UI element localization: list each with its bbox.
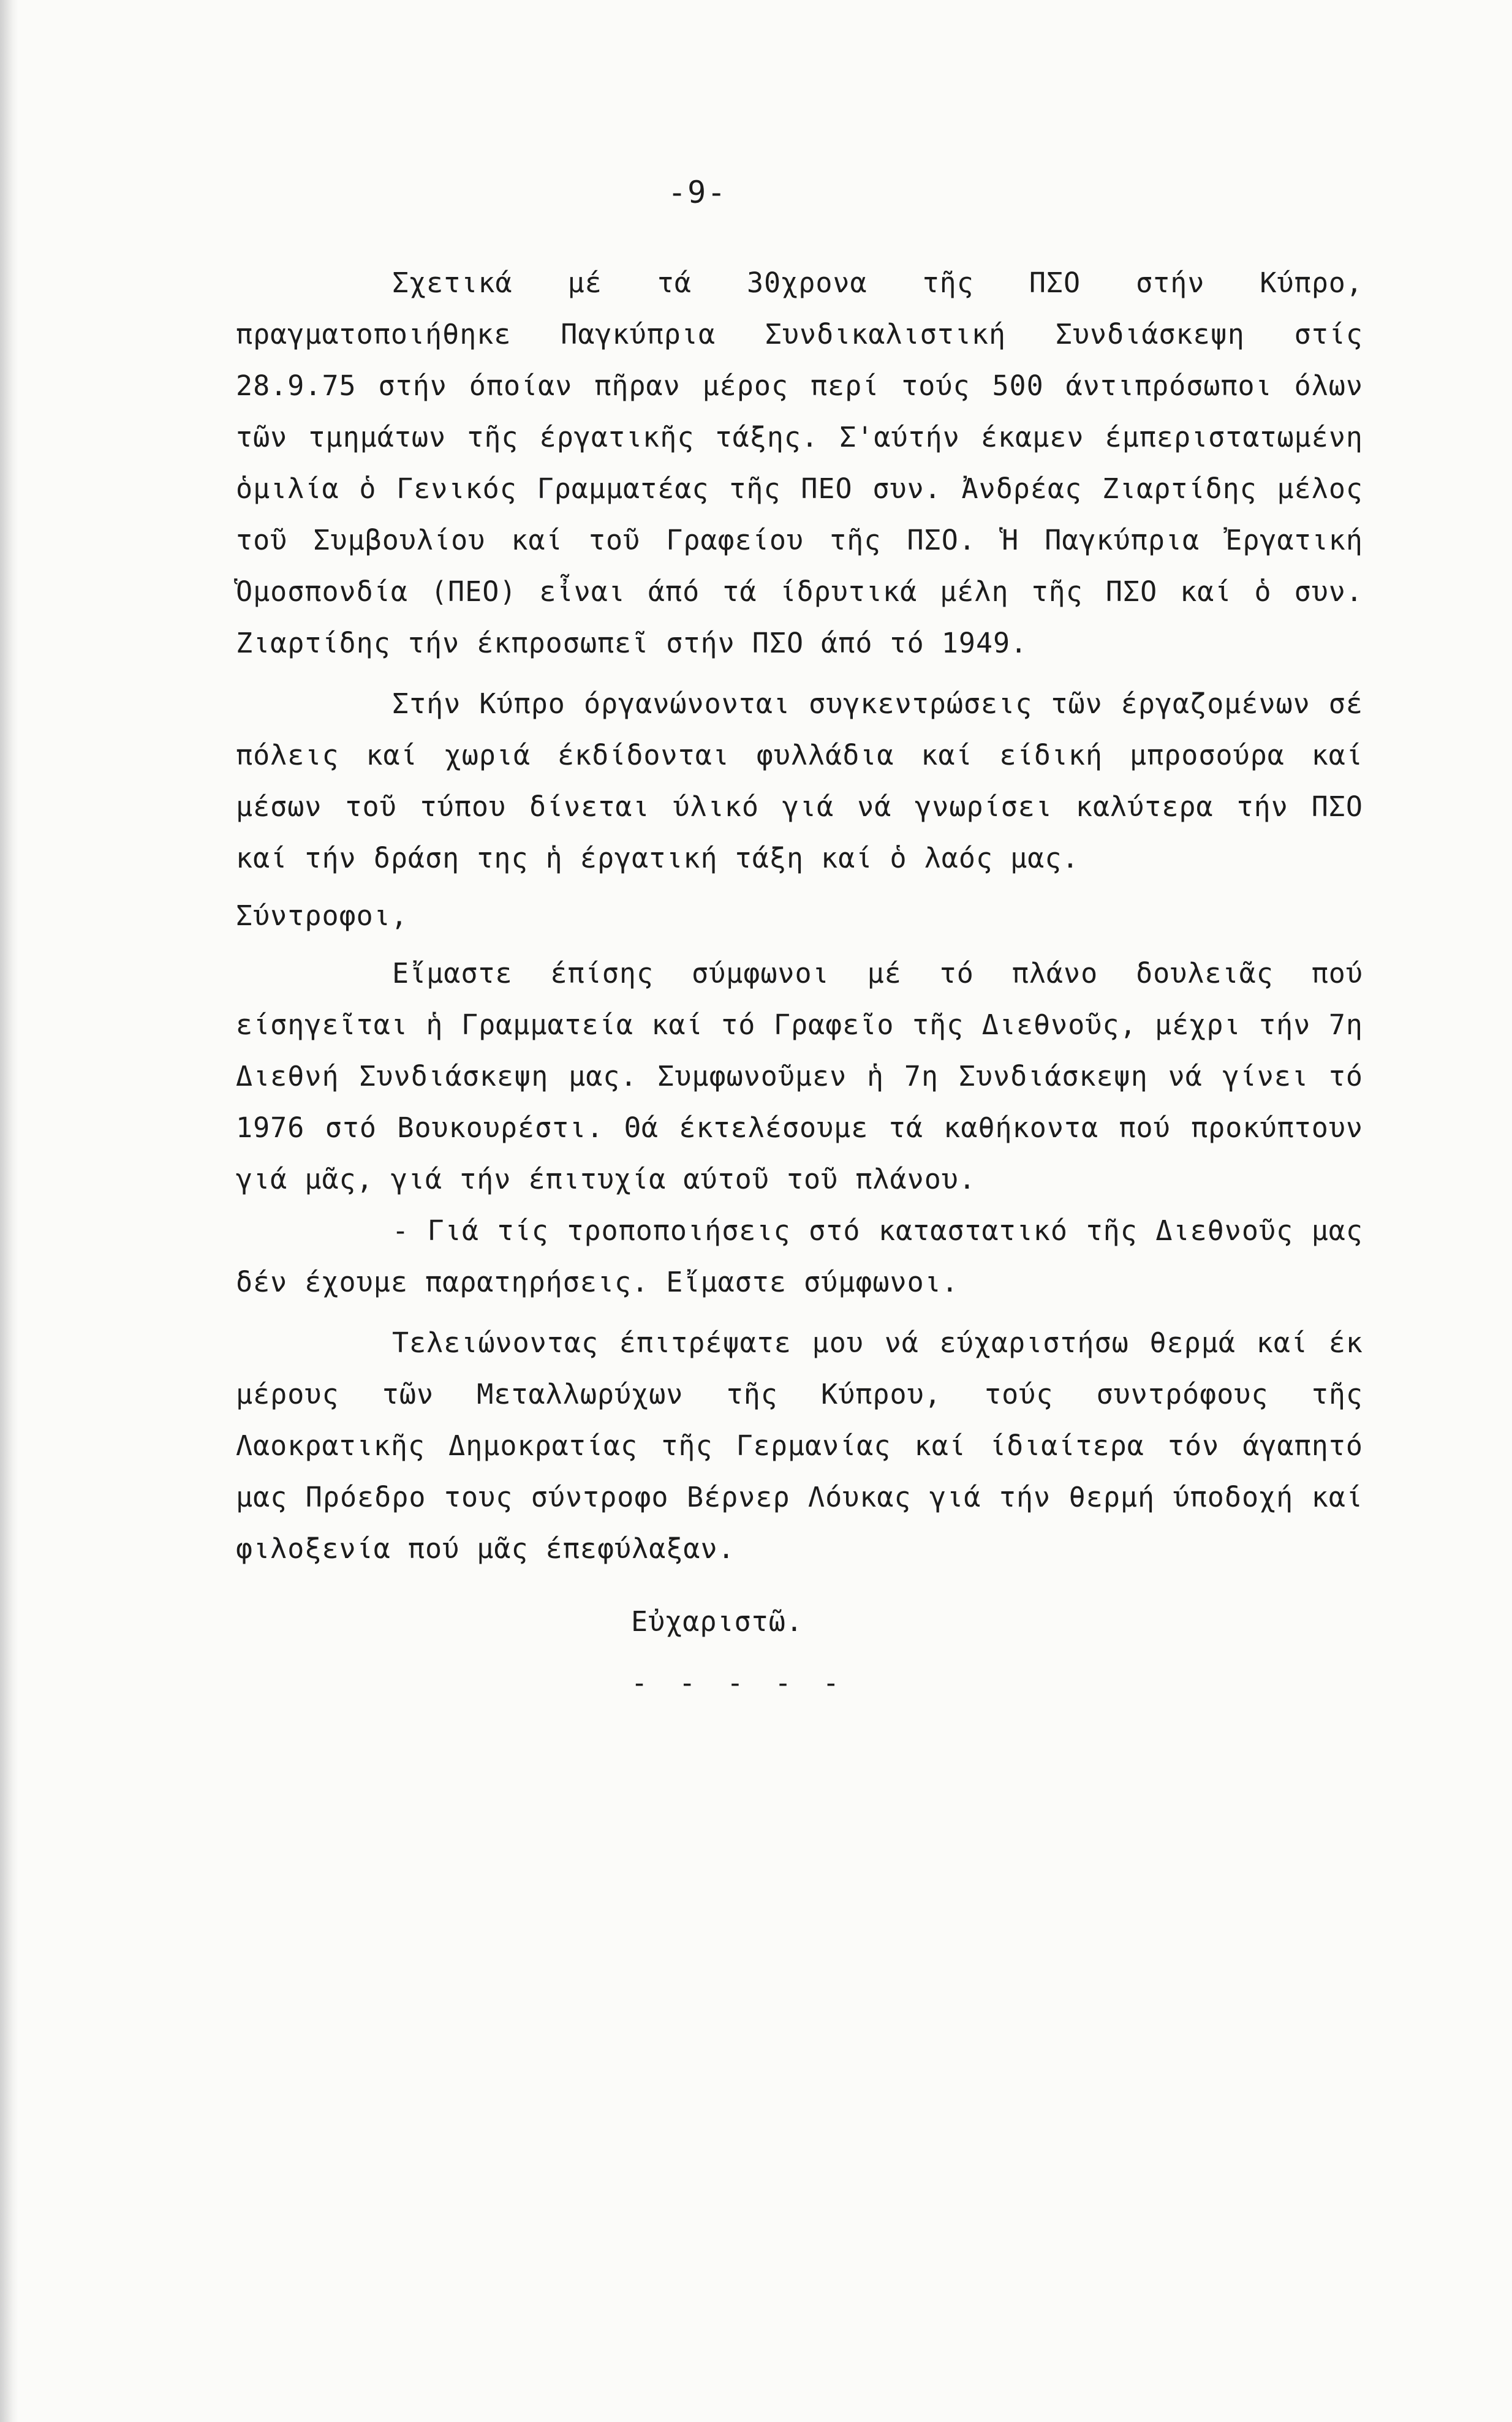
scan-edge-shadow (0, 0, 18, 2422)
paragraph-thanks: Τελειώνοντας έπιτρέψατε μου νά εύχαριστήσω θερμά καί έκ μέρους τῶν Μεταλλωρύχων τῆς Κύπρου, τούς συντρόφους τῆς Λαοκρατικῆς Δημοκρατίας τῆς Γερμανίας καί ίδιαίτερα τόν άγαπητό μας Πρόεδρο τους σύντροφο Βέρνερ Λόυκας γιά τήν θερμή ύποδοχή καί φιλοξενία πού μᾶς έπεφύλαξαν. (236, 1326, 1363, 1565)
page-number: -9- (668, 175, 727, 210)
paragraph-cyprus-events: Στήν Κύπρο όργανώνονται συγκεντρώσεις τῶν έργαζομένων σέ πόλεις καί χωριά έκδίδονται φυλλάδια καί είδική μπροσούρα καί μέσων τοῦ τύπου δίνεται ύλικό γιά νά γνωρίσει καλύτερα τήν ΠΣΟ καί τήν δράση της ἡ έργατική τάξη καί ὁ λαός μας. (236, 687, 1363, 874)
paragraph-statute-amendments: - Γιά τίς τροποποιήσεις στό καταστατικό τῆς Διεθνοῦς μας δέν έχουμε παρατηρήσεις. Εἴμαστε σύμφωνοι. (236, 1214, 1363, 1298)
paragraph-anniversary-conference: Σχετικά μέ τά 30χρονα τῆς ΠΣΟ στήν Κύπρο, πραγματοποιήθηκε Παγκύπρια Συνδικαλιστική Συνδιάσκεψη στίς 28.9.75 στήν όποίαν πῆραν μέρος περί τούς 500 άντιπρόσωποι όλων τῶν τμημάτων τῆς έργατικῆς τάξης. Σ'αύτήν έκαμεν έμπεριστατωμένη ὁμιλία ὁ Γενικός Γραμματέας τῆς ΠΕΟ συν. Ἀνδρέας Ζιαρτίδης μέλος τοῦ Συμβουλίου καί τοῦ Γραφείου τῆς ΠΣΟ. Ἡ Παγκύπρια Ἐργατική Ὁμοσπονδία (ΠΕΟ) εἶναι άπό τά ίδρυτικά μέλη τῆς ΠΣΟ καί ὁ συν. Ζιαρτίδης τήν έκπροσωπεῖ στήν ΠΣΟ άπό τό 1949. (236, 267, 1363, 659)
closing-dashes: - - - - - (631, 1667, 847, 1699)
closing-thanks: Εὐχαριστῶ. (631, 1605, 803, 1638)
document-body (236, 257, 1363, 1575)
salutation: Σύντροφοι, (236, 899, 408, 932)
paragraph-work-plan: Εἴμαστε έπίσης σύμφωνοι μέ τό πλάνο δουλειᾶς πού είσηγεῖται ἡ Γραμματεία καί τό Γραφεῖο τῆς Διεθνοῦς, μέχρι τήν 7η Διεθνή Συνδιάσκεψη μας. Συμφωνοῦμεν ἡ 7η Συνδιάσκεψη νά γίνει τό 1976 στό Βουκουρέστι. Θά έκτελέσουμε τά καθήκοντα πού προκύπτουν γιά μᾶς, γιά τήν έπιτυχία αύτοῦ τοῦ πλάνου. (236, 957, 1363, 1195)
